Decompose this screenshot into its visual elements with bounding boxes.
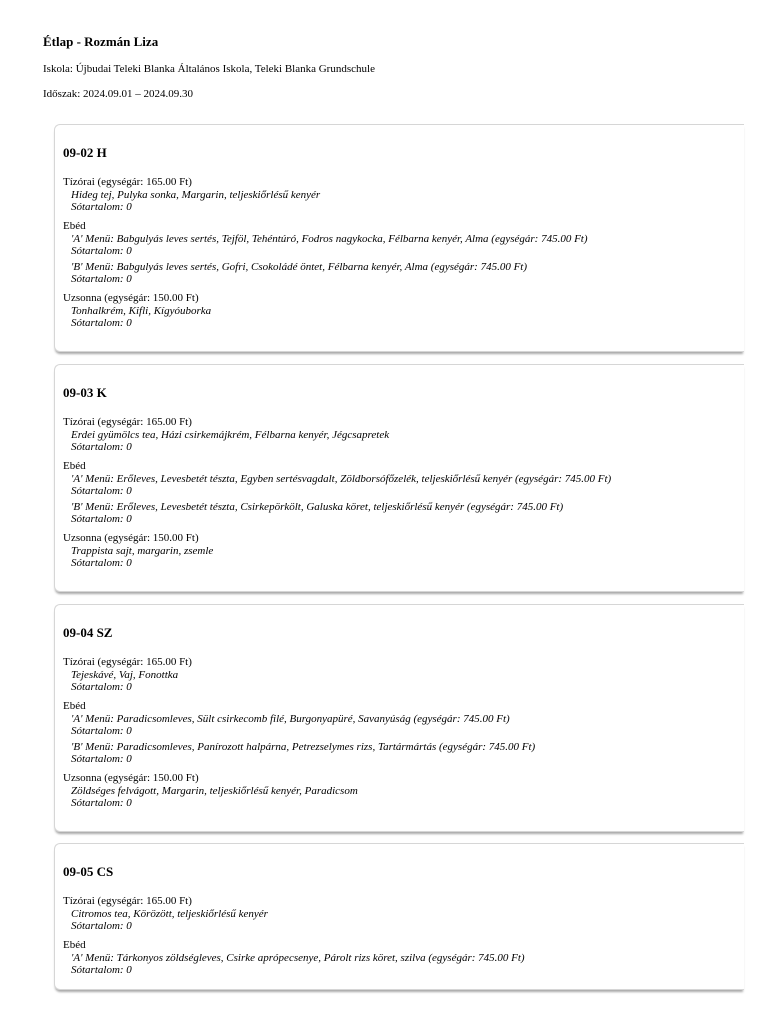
menu-items: Trappista sajt, margarin, zsemle (71, 545, 214, 557)
salt-content: Sótartalom: 0 (71, 201, 132, 213)
menu-items: 'A' Menü: Erőleves, Levesbetét tészta, Egyben sertésvagdalt, Zöldborsófőzelék, teljeskiőrlésű kenyér (egységár: 745.00 Ft) (71, 473, 612, 485)
meal-section (63, 938, 744, 976)
menu-items: 'B' Menü: Paradicsomleves, Panírozott halpárna, Petrezselymes rizs, Tartármártás (egységár: 745.00 Ft) (71, 741, 536, 753)
menu-option (63, 189, 744, 213)
day-heading: 09-02 H (63, 145, 107, 160)
menu-items: Erdei gyümölcs tea, Házi csirkemájkrém, Félbarna kenyér, Jégcsapretek (71, 429, 390, 441)
menu-items: Citromos tea, Körözött, teljeskiőrlésű kenyér (71, 908, 268, 920)
menu-option (63, 473, 744, 497)
menu-option (63, 261, 744, 285)
salt-content: Sótartalom: 0 (71, 557, 132, 569)
meal-title: Ebéd (63, 460, 86, 472)
menu-option (63, 952, 744, 976)
menu-items: Tonhalkrém, Kifli, Kígyóuborka (71, 305, 212, 317)
school-line: Iskola: Újbudai Teleki Blanka Általános Iskola, Teleki Blanka Grundschule (43, 63, 375, 75)
menu-items: 'A' Menü: Paradicsomleves, Sült csirkecomb filé, Burgonyapüré, Savanyúság (egységár: 745.00 Ft) (71, 713, 510, 725)
menu-option (63, 429, 744, 453)
menu-items: 'B' Menü: Erőleves, Levesbetét tészta, Csirkepörkölt, Galuska köret, teljeskiőrlésű kenyér (egységár: 745.00 Ft) (71, 501, 564, 513)
menu-items: 'A' Menü: Tárkonyos zöldségleves, Csirke aprópecsenye, Párolt rizs köret, szilva (egységár: 745.00 Ft) (71, 952, 525, 964)
salt-content: Sótartalom: 0 (71, 441, 132, 453)
meal-title: Uzsonna (egységár: 150.00 Ft) (63, 292, 199, 304)
menu-option (63, 305, 744, 329)
menu-option (63, 713, 744, 737)
menu-items: Hideg tej, Pulyka sonka, Margarin, teljeskiőrlésű kenyér (71, 189, 321, 201)
meal-title: Ebéd (63, 700, 86, 712)
menu-option (63, 669, 744, 693)
day-card (54, 364, 744, 592)
page-title: Étlap - Rozmán Liza (43, 34, 159, 49)
meal-section (63, 219, 744, 285)
meal-title: Uzsonna (egységár: 150.00 Ft) (63, 772, 199, 784)
meal-title: Tízórai (egységár: 165.00 Ft) (63, 656, 192, 668)
meal-section (63, 771, 744, 809)
salt-content: Sótartalom: 0 (71, 797, 132, 809)
salt-content: Sótartalom: 0 (71, 317, 132, 329)
menu-option (63, 545, 744, 569)
meal-section (63, 175, 744, 213)
meal-section (63, 415, 744, 453)
menu-option (63, 785, 744, 809)
salt-content: Sótartalom: 0 (71, 725, 132, 737)
day-card (54, 604, 744, 832)
meal-title: Tízórai (egységár: 165.00 Ft) (63, 416, 192, 428)
menu-option (63, 233, 744, 257)
salt-content: Sótartalom: 0 (71, 245, 132, 257)
meal-title: Tízórai (egységár: 165.00 Ft) (63, 895, 192, 907)
meal-section (63, 291, 744, 329)
day-heading: 09-04 SZ (63, 625, 113, 640)
meal-title: Tízórai (egységár: 165.00 Ft) (63, 176, 192, 188)
meal-title: Ebéd (63, 220, 86, 232)
salt-content: Sótartalom: 0 (71, 485, 132, 497)
salt-content: Sótartalom: 0 (71, 753, 132, 765)
menu-items: Tejeskávé, Vaj, Fonottka (71, 669, 179, 681)
day-heading: 09-05 CS (63, 864, 114, 879)
salt-content: Sótartalom: 0 (71, 920, 132, 932)
day-card (54, 124, 744, 352)
menu-option (63, 501, 744, 525)
meal-section (63, 531, 744, 569)
menu-option (63, 741, 744, 765)
meal-section (63, 894, 744, 932)
day-heading: 09-03 K (63, 385, 107, 400)
salt-content: Sótartalom: 0 (71, 681, 132, 693)
menu-items: 'A' Menü: Babgulyás leves sertés, Tejföl, Tehéntúró, Fodros nagykocka, Félbarna kenyér, Alma (egységár: 745.00 Ft) (71, 233, 588, 245)
meal-section (63, 655, 744, 693)
salt-content: Sótartalom: 0 (71, 513, 132, 525)
meal-title: Ebéd (63, 939, 86, 951)
salt-content: Sótartalom: 0 (71, 273, 132, 285)
period-line: Időszak: 2024.09.01 – 2024.09.30 (43, 88, 194, 100)
meal-section (63, 459, 744, 525)
menu-items: Zöldséges felvágott, Margarin, teljeskiőrlésű kenyér, Paradicsom (71, 785, 358, 797)
day-card (54, 843, 744, 990)
menu-option (63, 908, 744, 932)
meal-section (63, 699, 744, 765)
menu-items: 'B' Menü: Babgulyás leves sertés, Gofri, Csokoládé öntet, Félbarna kenyér, Alma (egységár: 745.00 Ft) (71, 261, 528, 273)
meal-title: Uzsonna (egységár: 150.00 Ft) (63, 532, 199, 544)
salt-content: Sótartalom: 0 (71, 964, 132, 976)
